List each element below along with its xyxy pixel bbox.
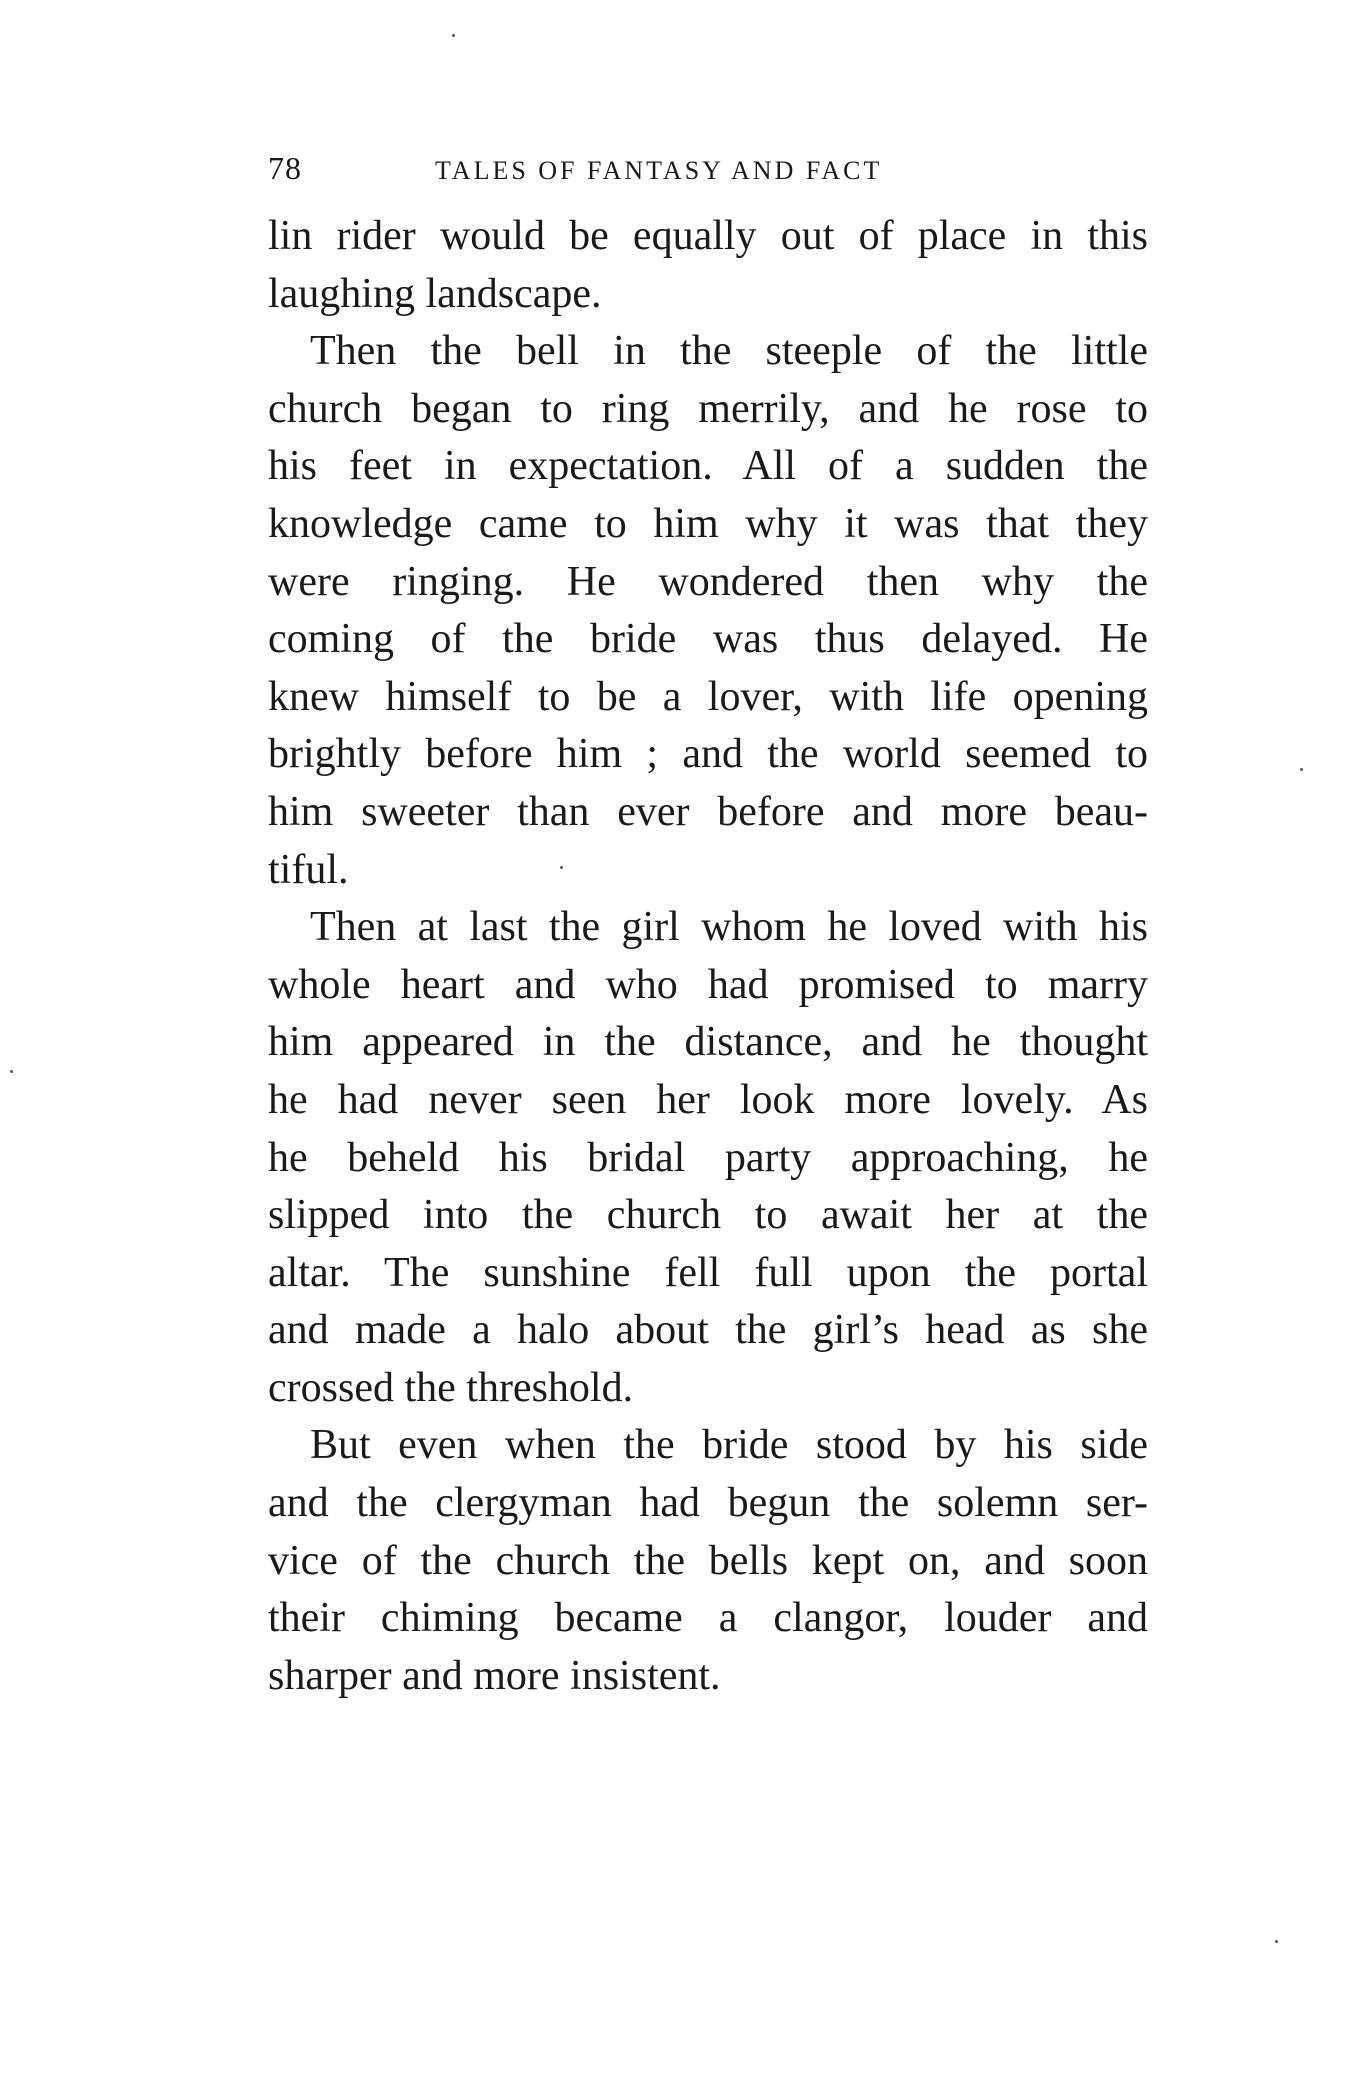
text-line: and made a halo about the girl’s head as she [268, 1307, 1148, 1354]
text-line: Then the bell in the steeple of the little [310, 328, 1148, 375]
text-line: his feet in expectation. All of a sudden the [268, 443, 1148, 490]
text-line: whole heart and who had promised to marry [268, 961, 1148, 1008]
scan-speck [452, 34, 455, 37]
body-text [268, 208, 1148, 1705]
text-line: lin rider would be equally out of place in this [268, 213, 1148, 259]
text-line: knowledge came to him why it was that they [268, 500, 1148, 547]
running-title: TALES OF FANTASY AND FACT [435, 156, 883, 185]
text-line: vice of the church the bells kept on, and soon [268, 1537, 1148, 1584]
text-line: him sweeter than ever before and more beau- [268, 788, 1148, 835]
text-line: were ringing. He wondered then why the [268, 558, 1148, 605]
text-line: laughing landscape. [268, 270, 602, 317]
text-line: tiful. [268, 846, 349, 893]
scan-speck [10, 1070, 13, 1073]
text-line: sharper and more insistent. [268, 1652, 721, 1699]
text-line: crossed the threshold. [268, 1364, 634, 1411]
text-line: he beheld his bridal party approaching, he [268, 1134, 1148, 1181]
text-line: him appeared in the distance, and he thought [268, 1019, 1148, 1066]
text-line: coming of the bride was thus delayed. He [268, 616, 1148, 663]
text-line: their chiming became a clangor, louder and [268, 1595, 1148, 1642]
page-number: 78 [268, 150, 302, 186]
scan-speck [560, 866, 563, 869]
text-line: But even when the bride stood by his side [310, 1422, 1148, 1469]
text-line: he had never seen her look more lovely. As [268, 1076, 1148, 1123]
scan-speck [1275, 1940, 1278, 1943]
text-line: and the clergyman had begun the solemn ser- [268, 1480, 1148, 1527]
book-page [268, 140, 1148, 1705]
text-line: brightly before him ; and the world seemed to [268, 731, 1148, 778]
text-line: slipped into the church to await her at the [268, 1192, 1148, 1239]
text-line: altar. The sunshine fell full upon the portal [268, 1249, 1148, 1296]
scan-speck [1300, 768, 1303, 771]
text-line: knew himself to be a lover, with life opening [268, 673, 1148, 720]
text-line: church began to ring merrily, and he rose to [268, 385, 1148, 432]
page-header [268, 140, 1148, 200]
text-line: Then at last the girl whom he loved with his [310, 904, 1148, 951]
